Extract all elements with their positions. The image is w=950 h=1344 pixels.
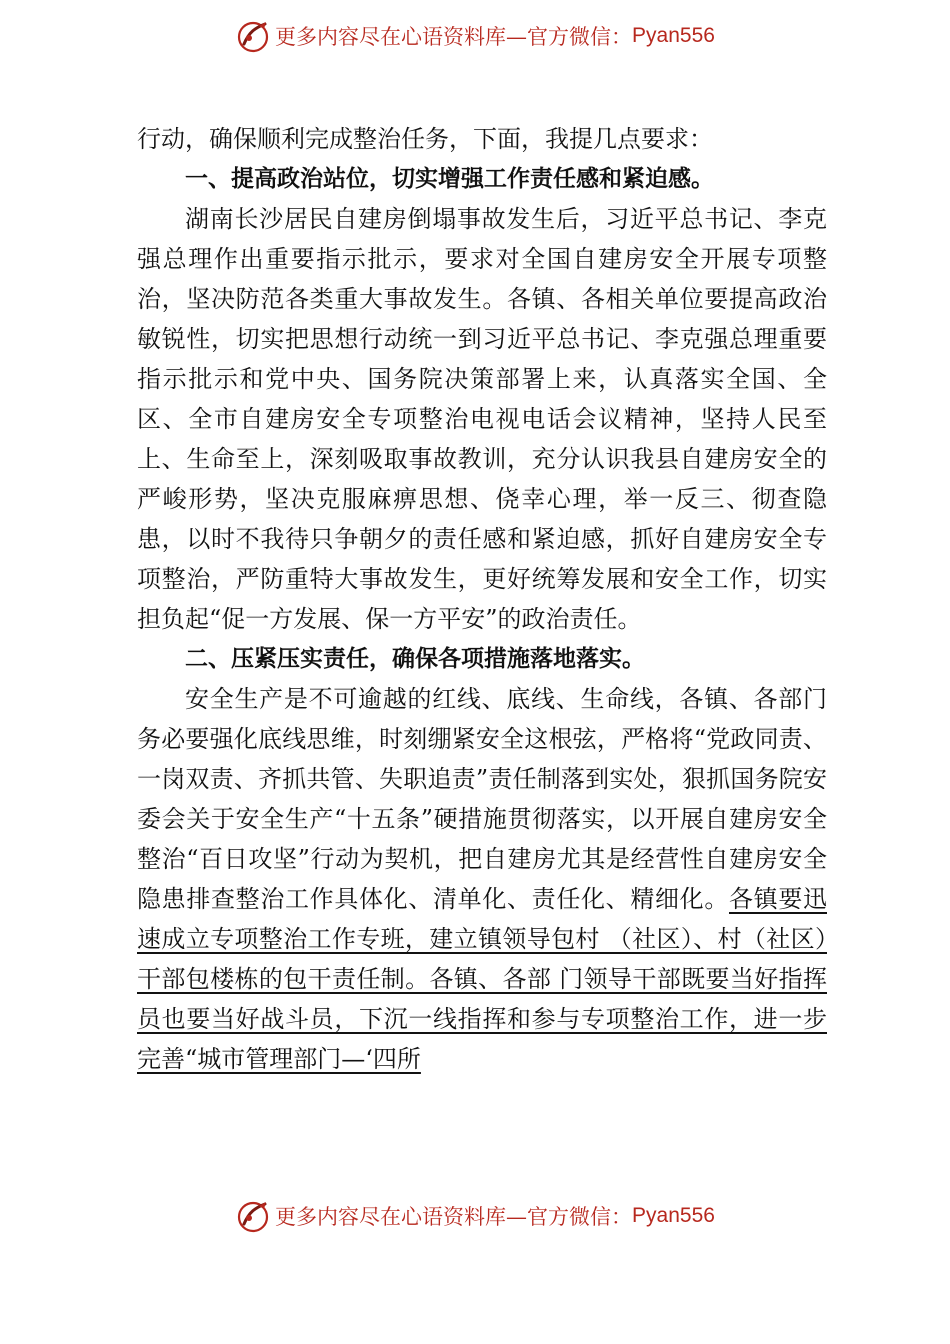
intro-line: 行动，确保顺利完成整治任务，下面，我提几点要求： bbox=[137, 125, 713, 153]
paragraph-2 bbox=[137, 679, 827, 1079]
header-banner-text: 更多内容尽在心语资料库—官方微信： bbox=[275, 25, 633, 49]
paragraph-2-text: 安全生产是不可逾越的红线、底线、生命线，各镇、各部门务必要强化底线思维，时刻绷紧安全这根弦，严格将“党政同责、一岗双责、齐抓共管、失职追责”责任制落到实处，狠抓国务院安委会关于安全生产“十五条”硬措施贯彻落实，以开展自建房安全整治“百日攻坚”行动为契机，把自建房尤其是经营性自建房安全隐患排查整治工作具体化、清单化、责任化、精细化。 bbox=[137, 685, 827, 913]
paragraph-2-underlined-text: 各镇要迅速成立专项整治工作专班，建立镇领导包村 （社区）、村（社区）干部包楼栋的包干责任制。各镇、各部 门领导干部既要当好指挥员也要当好战斗员，下沉一线指挥和参与专项整治工作，进一步完善“城市管理部门—‘四所 bbox=[137, 885, 827, 1073]
paragraph-1: 湖南长沙居民自建房倒塌事故发生后，习近平总书记、李克强总理作出重要指示批示，要求对全国自建房安全开展专项整治，坚决防范各类重大事故发生。各镇、各相关单位要提高政治敏锐性，切实把思想行动统一到习近平总书记、李克强总理重要指示批示和党中央、国务院决策部署上来，认真落实全国、全区、全市自建房安全专项整治电视电话会议精神，坚持人民至上、生命至上，深刻吸取事故教训，充分认识我县自建房安全的严峻形势，坚决克服麻痹思想、侥幸心理，举一反三、彻查隐患，以时不我待只争朝夕的责任感和紧迫感，抓好自建房安全专项整治，严防重特大事故发生，更好统筹发展和安全工作，切实担负起“促一方发展、保一方平安”的政治责任。 bbox=[137, 205, 827, 633]
header-banner bbox=[0, 16, 950, 56]
section-heading-2: 二、压紧压实责任，确保各项措施落地落实。 bbox=[185, 646, 645, 672]
document-body bbox=[137, 119, 827, 1079]
header-banner-id: Pyan556 bbox=[632, 24, 715, 47]
logo-icon bbox=[235, 1198, 271, 1234]
footer-banner-text: 更多内容尽在心语资料库—官方微信： bbox=[275, 1205, 633, 1229]
footer-banner-id: Pyan556 bbox=[632, 1204, 715, 1227]
section-heading-1: 一、提高政治站位，切实增强工作责任感和紧迫感。 bbox=[185, 166, 714, 192]
logo-icon bbox=[235, 18, 271, 54]
footer-banner bbox=[0, 1196, 950, 1236]
